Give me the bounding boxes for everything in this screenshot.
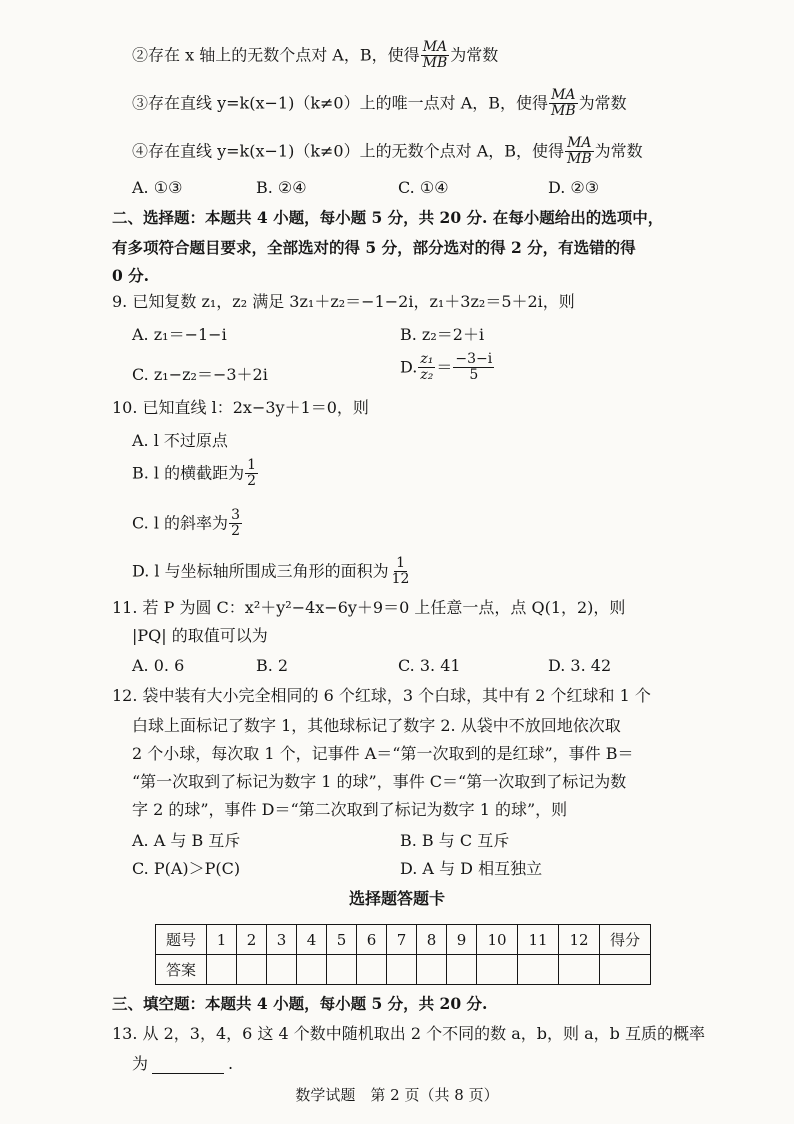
answer-cell[interactable] — [417, 955, 447, 985]
answer-card-answer-row — [156, 955, 651, 985]
page-footer: 数学试题 第 2 页（共 8 页） — [295, 1086, 499, 1104]
answer-card-table — [155, 924, 651, 985]
q8-option-a: A. ①③ — [132, 178, 183, 197]
q11-option-a: A. 0. 6 — [132, 656, 185, 675]
fraction-three-halves: $\frac{3}{2}$ — [231, 507, 240, 540]
question-number-cell: 1 — [207, 925, 237, 955]
q10-option-a: A. l 不过原点 — [132, 431, 228, 450]
q8-item-2: ②存在 x 轴上的无数个点对 A，B，使得 $\frac{MA}{MB}$ 为常数 — [132, 39, 499, 72]
question-number-cell: 5 — [327, 925, 357, 955]
question-number-cell: 8 — [417, 925, 447, 955]
q12-option-b: B. B 与 C 互斥 — [400, 831, 510, 850]
q8-item-3: ③存在直线 y=k(x−1)（k≠0）上的唯一点对 A，B，使得 $\frac{MA}{MB}$ 为常数 — [132, 87, 627, 120]
answer-cell[interactable] — [387, 955, 417, 985]
q13-line2: 为 . — [132, 1054, 234, 1073]
question-number-cell: 9 — [447, 925, 477, 955]
q11-option-d: D. 3. 42 — [548, 656, 612, 675]
question-number-cell: 6 — [357, 925, 387, 955]
q13-line1: 13. 从 2，3，4，6 这 4 个数中随机取出 2 个不同的数 a，b，则 a，b 互质的概率 — [112, 1024, 705, 1043]
q12-line2: 白球上面标记了数字 1，其他球标记了数字 2. 从袋中不放回地依次取 — [132, 716, 621, 735]
section2-line1: 二、选择题：本题共 4 小题，每小题 5 分，共 20 分. 在每小题给出的选项中， — [112, 208, 664, 227]
q10-option-d: D. l 与坐标轴所围成三角形的面积为 $\frac{1}{12}$ — [132, 555, 410, 588]
question-number-cell: 4 — [297, 925, 327, 955]
q12-line3: 2 个小球，每次取 1 个，记事件 A＝“第一次取到的是红球”，事件 B＝ — [132, 744, 634, 763]
q10-stem: 10. 已知直线 l：2x−3y＋1＝0，则 — [112, 398, 369, 417]
answer-cell[interactable] — [207, 955, 237, 985]
q11-option-c: C. 3. 41 — [398, 656, 461, 675]
answer-cell[interactable] — [237, 955, 267, 985]
q10-option-b: B. l 的横截距为 $\frac{1}{2}$ — [132, 457, 257, 490]
question-number-cell: 7 — [387, 925, 417, 955]
q9-option-a: A. z₁＝−1−i — [132, 325, 227, 344]
q9-option-c: C. z₁−z₂＝−3＋2i — [132, 365, 268, 384]
question-number-cell: 2 — [237, 925, 267, 955]
q11-option-b: B. 2 — [256, 656, 289, 675]
section2-line3: 0 分. — [112, 266, 150, 285]
section3-header: 三、填空题：本题共 4 小题，每小题 5 分，共 20 分. — [112, 994, 488, 1013]
score-label: 得分 — [600, 925, 651, 955]
q12-line1: 12. 袋中装有大小完全相同的 6 个红球，3 个白球，其中有 2 个红球和 1 个 — [112, 686, 651, 705]
answer-blank[interactable] — [152, 1057, 224, 1074]
answer-cell[interactable] — [518, 955, 559, 985]
score-cell[interactable] — [600, 955, 651, 985]
q8-item-4: ④存在直线 y=k(x−1)（k≠0）上的无数个点对 A，B，使得 $\frac{MA}{MB}$ 为常数 — [132, 135, 643, 168]
fraction-answer: $\frac{-3-i}{5}$ — [455, 351, 493, 384]
fraction-half: $\frac{1}{2}$ — [247, 457, 257, 490]
fraction-ma-mb: $\frac{MA}{MB}$ — [422, 39, 448, 72]
row-label-number: 题号 — [156, 925, 207, 955]
question-number-cell: 10 — [477, 925, 518, 955]
q11-stem-line1: 11. 若 P 为圆 C：x²＋y²−4x−6y＋9＝0 上任意一点，点 Q(1，2)，则 — [112, 598, 626, 617]
q11-stem-line2: |PQ| 的取值可以为 — [132, 626, 268, 645]
answer-cell[interactable] — [559, 955, 600, 985]
q9-option-b: B. z₂＝2＋i — [400, 325, 485, 344]
answer-card-number-row — [156, 925, 651, 955]
section2-line2: 有多项符合题目要求，全部选对的得 5 分，部分选对的得 2 分，有选错的得 — [112, 238, 636, 257]
q10-option-c: C. l 的斜率为 $\frac{3}{2}$ — [132, 507, 240, 540]
answer-cell[interactable] — [477, 955, 518, 985]
q12-line5: 字 2 的球”，事件 D＝“第二次取到了标记为数字 1 的球”，则 — [132, 800, 568, 819]
fraction-ma-mb: $\frac{MA}{MB}$ — [551, 87, 576, 120]
answer-cell[interactable] — [447, 955, 477, 985]
fraction-one-twelfth: $\frac{1}{12}$ — [391, 555, 410, 588]
q9-option-d: D. $\frac{\text{z₁}}{\text{z₂}}$ ＝ $\frac{-3-i}{5}$ — [400, 351, 493, 384]
answer-card-title: 选择题答题卡 — [348, 889, 445, 908]
q8-option-b: B. ②④ — [256, 178, 307, 197]
q8-option-d: D. ②③ — [548, 178, 600, 197]
question-number-cell: 12 — [559, 925, 600, 955]
answer-cell[interactable] — [297, 955, 327, 985]
q9-stem: 9. 已知复数 z₁，z₂ 满足 3z₁＋z₂＝−1−2i，z₁＋3z₂＝5＋2i，则 — [112, 292, 575, 311]
fraction-ma-mb: $\frac{MA}{MB}$ — [567, 135, 592, 168]
question-number-cell: 11 — [518, 925, 559, 955]
answer-cell[interactable] — [267, 955, 297, 985]
question-number-cell: 3 — [267, 925, 297, 955]
answer-cell[interactable] — [357, 955, 387, 985]
row-label-answer: 答案 — [156, 955, 207, 985]
q12-line4: “第一次取到了标记为数字 1 的球”，事件 C＝“第一次取到了标记为数 — [132, 772, 627, 791]
answer-cell[interactable] — [327, 955, 357, 985]
fraction-z1-z2: $\frac{\text{z₁}}{\text{z₂}}$ — [420, 351, 434, 384]
q12-option-a: A. A 与 B 互斥 — [132, 831, 241, 850]
q12-option-d: D. A 与 D 相互独立 — [400, 859, 543, 878]
q8-option-c: C. ①④ — [398, 178, 449, 197]
q12-option-c: C. P(A)＞P(C) — [132, 859, 241, 878]
